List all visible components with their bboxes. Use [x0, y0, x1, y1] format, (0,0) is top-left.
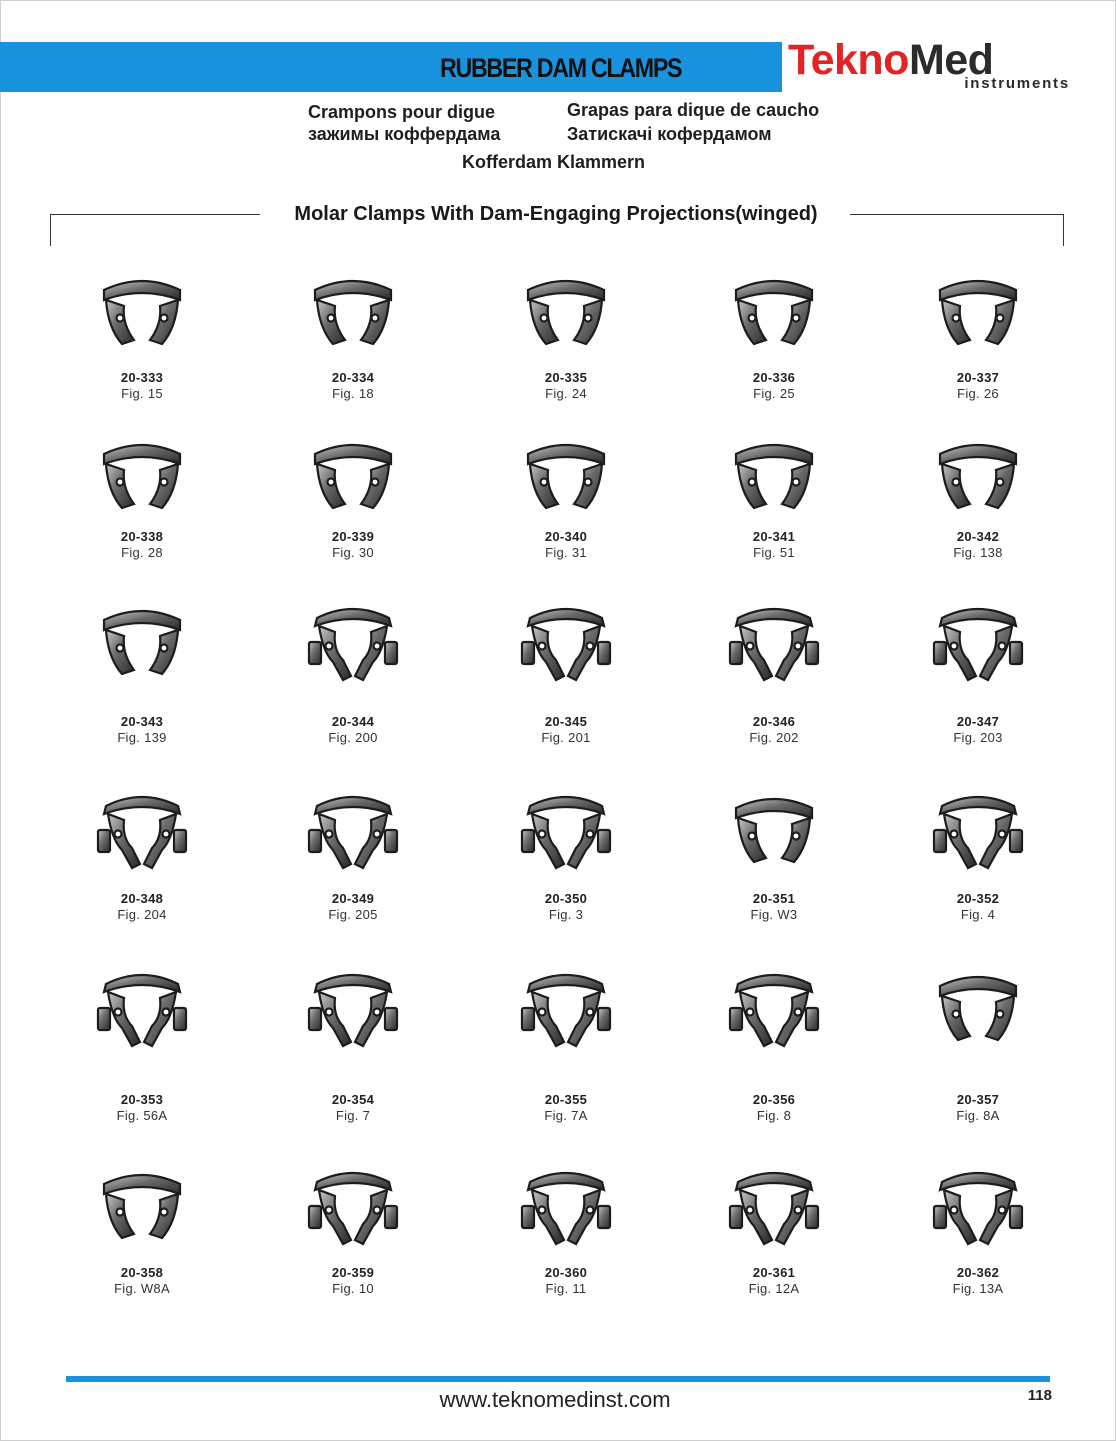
- winged-clamp-icon: [714, 1160, 834, 1259]
- product-code: 20-357: [956, 1092, 1000, 1107]
- translation-russian: зажимы коффердама: [308, 124, 501, 144]
- product-figure-label: Fig. 3: [548, 907, 584, 922]
- clamp-icon: [714, 266, 834, 364]
- winged-clamp-icon: [293, 962, 413, 1086]
- product-code: 20-356: [752, 1092, 796, 1107]
- product-figure-label: Fig. W8A: [114, 1281, 170, 1296]
- product-figure-label: Fig. 139: [117, 730, 167, 745]
- footer-website-link[interactable]: www.teknomedinst.com: [439, 1387, 671, 1412]
- clamp-icon: [506, 266, 626, 364]
- winged-clamp-icon: [293, 1160, 413, 1259]
- product-item-20-362: [918, 1160, 1038, 1297]
- winged-clamp-icon: [506, 1160, 626, 1259]
- product-item-20-342: [918, 430, 1038, 561]
- winged-clamp-icon: [293, 784, 413, 885]
- section-divider-right-tick: [1063, 214, 1064, 246]
- product-code: 20-355: [544, 1092, 588, 1107]
- product-item-20-341: [714, 430, 834, 561]
- winged-clamp-icon: [714, 962, 834, 1086]
- product-code: 20-347: [956, 714, 1000, 729]
- clamp-icon: [918, 266, 1038, 364]
- product-item-20-334: [293, 266, 413, 402]
- product-figure-label: Fig. 7A: [544, 1108, 588, 1123]
- clamp-icon: [293, 430, 413, 523]
- product-item-20-343: [82, 596, 202, 746]
- translation-german: Kofferdam Klammern: [462, 152, 646, 172]
- winged-clamp-icon: [82, 784, 202, 885]
- winged-clamp-icon: [918, 1160, 1038, 1259]
- winged-clamp-icon: [506, 784, 626, 885]
- product-figure-label: Fig. 10: [332, 1281, 374, 1296]
- product-code: 20-360: [544, 1265, 588, 1280]
- product-figure-label: Fig. 31: [545, 545, 587, 560]
- product-figure-label: Fig. 24: [545, 386, 587, 401]
- product-code: 20-337: [956, 370, 1000, 385]
- clamp-icon: [82, 266, 202, 364]
- product-figure-label: Fig. 15: [121, 386, 163, 401]
- product-code: 20-344: [331, 714, 375, 729]
- product-code: 20-351: [752, 891, 796, 906]
- product-item-20-357: [918, 962, 1038, 1124]
- product-code: 20-336: [752, 370, 796, 385]
- product-code: 20-338: [120, 529, 164, 544]
- product-code: 20-346: [752, 714, 796, 729]
- winged-clamp-icon: [293, 596, 413, 708]
- product-code: 20-359: [331, 1265, 375, 1280]
- brand-logo-subtitle: instruments: [964, 75, 1070, 92]
- product-code: 20-348: [120, 891, 164, 906]
- product-item-20-347: [918, 596, 1038, 746]
- product-figure-label: Fig. 200: [328, 730, 378, 745]
- product-figure-label: Fig. 201: [541, 730, 591, 745]
- product-code: 20-335: [544, 370, 588, 385]
- product-item-20-339: [293, 430, 413, 561]
- product-item-20-359: [293, 1160, 413, 1297]
- clamp-icon: [918, 430, 1038, 523]
- product-item-20-352: [918, 784, 1038, 923]
- product-figure-label: Fig. W3: [750, 907, 798, 922]
- section-divider-right: [850, 214, 1064, 215]
- section-title: Molar Clamps With Dam-Engaging Projections(winged): [294, 203, 818, 225]
- product-code: 20-342: [956, 529, 1000, 544]
- page-number: 118: [1027, 1387, 1052, 1404]
- product-item-20-337: [918, 266, 1038, 402]
- clamp-icon: [82, 1160, 202, 1259]
- clamp-icon: [82, 596, 202, 708]
- product-item-20-361: [714, 1160, 834, 1297]
- product-figure-label: Fig. 12A: [748, 1281, 800, 1296]
- product-code: 20-343: [120, 714, 164, 729]
- product-item-20-333: [82, 266, 202, 402]
- product-item-20-335: [506, 266, 626, 402]
- product-item-20-348: [82, 784, 202, 923]
- clamp-icon: [714, 784, 834, 885]
- page-title: RUBBER DAM CLAMPS: [440, 53, 682, 83]
- product-code: 20-358: [120, 1265, 164, 1280]
- clamp-icon: [714, 430, 834, 523]
- product-item-20-356: [714, 962, 834, 1124]
- product-item-20-340: [506, 430, 626, 561]
- winged-clamp-icon: [918, 784, 1038, 885]
- product-figure-label: Fig. 30: [332, 545, 374, 560]
- product-item-20-355: [506, 962, 626, 1124]
- winged-clamp-icon: [506, 962, 626, 1086]
- product-item-20-349: [293, 784, 413, 923]
- product-code: 20-340: [544, 529, 588, 544]
- product-figure-label: Fig. 4: [960, 907, 996, 922]
- product-code: 20-354: [331, 1092, 375, 1107]
- product-code: 20-353: [120, 1092, 164, 1107]
- product-code: 20-339: [331, 529, 375, 544]
- product-item-20-338: [82, 430, 202, 561]
- winged-clamp-icon: [82, 962, 202, 1086]
- product-figure-label: Fig. 25: [753, 386, 795, 401]
- clamp-icon: [506, 430, 626, 523]
- product-item-20-351: [714, 784, 834, 923]
- product-item-20-344: [293, 596, 413, 746]
- product-item-20-360: [506, 1160, 626, 1297]
- product-figure-label: Fig. 7: [335, 1108, 371, 1123]
- product-code: 20-333: [120, 370, 164, 385]
- brand-logo-part2: Med: [908, 36, 994, 84]
- clamp-icon: [82, 430, 202, 523]
- clamp-icon: [293, 266, 413, 364]
- product-code: 20-341: [752, 529, 796, 544]
- product-figure-label: Fig. 11: [545, 1281, 587, 1296]
- product-code: 20-350: [544, 891, 588, 906]
- product-figure-label: Fig. 204: [117, 907, 167, 922]
- product-item-20-345: [506, 596, 626, 746]
- product-figure-label: Fig. 51: [753, 545, 795, 560]
- section-divider-left: [50, 214, 260, 215]
- product-figure-label: Fig. 56A: [116, 1108, 168, 1123]
- product-item-20-350: [506, 784, 626, 923]
- section-divider-left-tick: [50, 214, 51, 246]
- product-figure-label: Fig. 28: [121, 545, 163, 560]
- product-code: 20-345: [544, 714, 588, 729]
- product-figure-label: Fig. 8A: [956, 1108, 1000, 1123]
- winged-clamp-icon: [918, 596, 1038, 708]
- product-figure-label: Fig. 205: [328, 907, 378, 922]
- product-code: 20-349: [331, 891, 375, 906]
- brand-logo-part1: Tekno: [788, 36, 909, 84]
- product-code: 20-334: [331, 370, 375, 385]
- product-figure-label: Fig. 8: [756, 1108, 792, 1123]
- clamp-icon: [918, 962, 1038, 1086]
- product-figure-label: Fig. 26: [957, 386, 999, 401]
- product-figure-label: Fig. 13A: [952, 1281, 1004, 1296]
- product-figure-label: Fig. 203: [953, 730, 1003, 745]
- translation-ukrainian: Затискачі кофердамом: [567, 124, 772, 144]
- product-code: 20-361: [752, 1265, 796, 1280]
- product-item-20-353: [82, 962, 202, 1124]
- product-code: 20-362: [956, 1265, 1000, 1280]
- winged-clamp-icon: [714, 596, 834, 708]
- footer-bar: [66, 1376, 1050, 1382]
- product-figure-label: Fig. 18: [332, 386, 374, 401]
- product-item-20-336: [714, 266, 834, 402]
- product-code: 20-352: [956, 891, 1000, 906]
- winged-clamp-icon: [506, 596, 626, 708]
- translation-spanish: Grapas para dique de caucho: [567, 100, 820, 120]
- product-figure-label: Fig. 138: [953, 545, 1003, 560]
- product-figure-label: Fig. 202: [749, 730, 799, 745]
- product-item-20-354: [293, 962, 413, 1124]
- product-item-20-346: [714, 596, 834, 746]
- product-item-20-358: [82, 1160, 202, 1297]
- translation-french: Crampons pour digue: [308, 102, 496, 122]
